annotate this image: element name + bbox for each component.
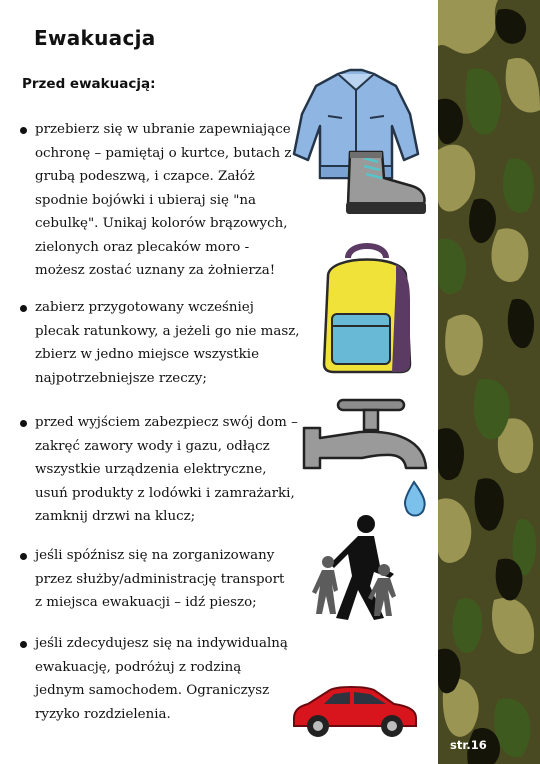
list-item-text: jeśli spóźnisz się na zorganizowany przez służby/administrację transport z miejsca ewakuacji – idź pieszo; <box>35 548 285 610</box>
section-subtitle: Przed ewakuacją: <box>22 76 156 92</box>
page-title: Ewakuacja <box>34 26 156 50</box>
faucet-icon <box>300 396 434 522</box>
page-number: str.16 <box>450 738 487 752</box>
list-item <box>20 296 320 390</box>
walking-people-icon <box>308 514 404 622</box>
bullet-dot <box>20 127 27 134</box>
list-item-text: przebierz się w ubranie zapewniające ochronę – pamiętaj o kurtce, butach z grubą podeszwą, i czapce. Załóż spodnie bojówki i ubieraj się "na cebulkę". Unikaj kolorów brązowych, zielonych oraz plecaków moro - możesz zostać uznany za żołnierza! <box>35 122 292 278</box>
list-item <box>20 118 320 283</box>
bullet-dot <box>20 420 27 427</box>
boot-icon <box>342 148 428 218</box>
list-item-text: zabierz przygotowany wcześniej plecak ratunkowy, a jeżeli go nie masz, zbierz w jedno miejsce wszystkie najpotrzebniejsze rzeczy; <box>35 300 300 386</box>
list-item-text: jeśli zdecydujesz się na indywidualną ewakuację, podróżuj z rodziną jednym samochodem. Ograniczysz ryzyko rozdzielenia. <box>35 636 288 722</box>
car-icon <box>290 682 420 740</box>
backpack-icon <box>318 240 416 374</box>
bullet-dot <box>20 305 27 312</box>
list-item <box>20 544 320 615</box>
list-item <box>20 411 320 529</box>
camouflage-side-panel <box>438 0 540 764</box>
bullet-dot <box>20 641 27 648</box>
list-item <box>20 632 320 726</box>
bullet-dot <box>20 553 27 560</box>
list-item-text: przed wyjściem zabezpiecz swój dom – zakręć zawory wody i gazu, odłącz wszystkie urządzenia elektryczne, usuń produkty z lodówki i zamrażarki, zamknij drzwi na klucz; <box>35 415 298 524</box>
